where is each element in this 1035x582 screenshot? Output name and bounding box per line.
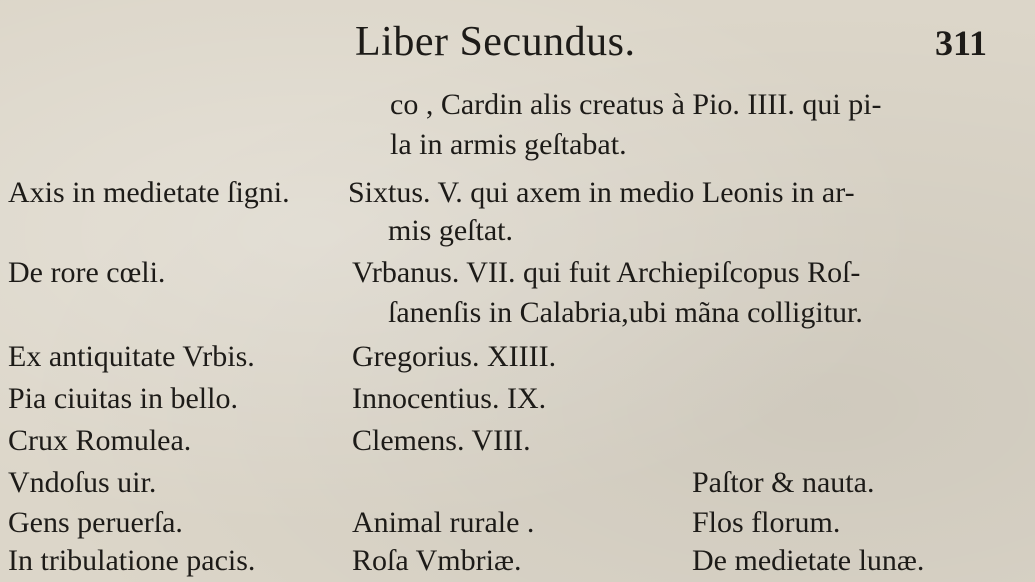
pope-line: mis geſtat.: [388, 214, 513, 247]
pope-line: Animal rurale .: [352, 506, 535, 539]
motto: Gens peruerſa.: [8, 506, 183, 539]
pope-line: co , Cardin alis creatus à Pio. IIII. qui pi-: [390, 88, 882, 121]
pope-line: Roſa Vmbriæ.: [352, 544, 522, 577]
page-number: 311: [935, 23, 988, 63]
pope-line: Sixtus. V. qui axem in medio Leonis in ar-: [348, 176, 855, 209]
motto: In tribulatione pacis.: [8, 544, 256, 577]
motto: De rore cœli.: [8, 256, 166, 289]
pope-line: Gregorius. XIIII.: [352, 340, 557, 373]
motto: Axis in medietate ſigni.: [8, 176, 290, 209]
right-motto: Flos florum.: [692, 506, 841, 539]
right-motto: De medietate lunæ.: [692, 544, 925, 577]
pope-line: Vrbanus. VII. qui fuit Archiepiſcopus Roſ-: [352, 256, 861, 289]
pope-line: Clemens. VIII.: [352, 424, 531, 457]
motto: Vndoſus uir.: [8, 466, 157, 499]
pope-line: ſanenſis in Calabria,ubi mãna colligitur.: [388, 296, 863, 329]
motto: Crux Romulea.: [8, 424, 192, 457]
page-title: Liber Secundus.: [355, 19, 636, 65]
motto: Pia ciuitas in bello.: [8, 382, 238, 415]
right-motto: Paſtor & nauta.: [692, 466, 875, 499]
pope-line: Innocentius. IX.: [352, 382, 547, 415]
pope-line: la in armis geſtabat.: [390, 128, 627, 161]
motto: Ex antiquitate Vrbis.: [8, 340, 255, 373]
